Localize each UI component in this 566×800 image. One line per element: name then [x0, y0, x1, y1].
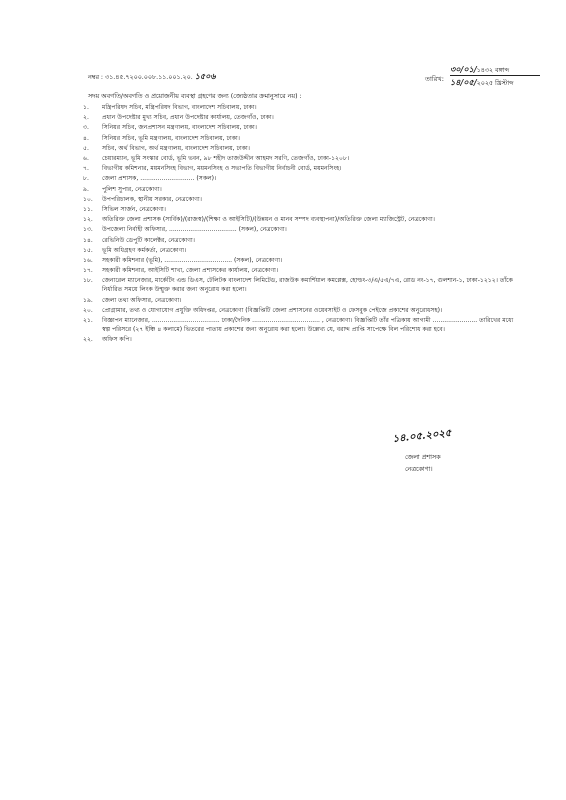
item-text: উপপরিচালক, স্থানীয় সরকার, নেত্রকোণা। — [102, 195, 202, 203]
item-number: ১৮. — [83, 277, 93, 285]
list-item — [83, 307, 523, 316]
item-number: ৩. — [83, 124, 89, 132]
distribution-intro: সদয় অবগতি/অবগতি ও প্রয়োজনীয় ব্যবস্থা গ্রহণের জন্য (জ্যেষ্ঠতার ক্রমানুসারে নয়) : — [88, 93, 302, 100]
signatory-designation: জেলা প্রশাসক — [405, 454, 441, 461]
item-text: পুলিশ সুপার, নেত্রকোণা। — [102, 185, 162, 193]
item-number: ৭. — [83, 165, 89, 173]
date-divider — [450, 75, 540, 76]
item-text: বিভাগীয় কমিশনার, ময়মনসিংহ বিভাগ, ময়মনসিংহ ও সভাপতি বিভাগীয় নির্বাচনী বোর্ড, ময়মনসিংহ। — [102, 165, 342, 173]
item-number: ১২. — [83, 216, 93, 224]
item-text: চেয়ারম্যান, ভূমি সংস্কার বোর্ড, ভূমি ভবন, ৯৮ শহীদ তাজউদ্দীন আহমদ সরণি, তেজগাঁও, ঢাকা-১২০৮। — [102, 155, 350, 163]
item-text: মন্ত্রিপরিষদ সচিব, মন্ত্রিপরিষদ বিভাগ, বাংলাদেশ সচিবালয়, ঢাকা। — [102, 104, 257, 111]
memo-handwritten-number: ১৫০৬ — [194, 72, 216, 81]
item-text: সহকারী কমিশনার, আইসিটি শাখা, জেলা প্রশাসকের কার্যালয়, নেত্রকোণা। — [102, 267, 279, 275]
list-item — [83, 297, 523, 306]
list-item — [83, 237, 523, 246]
signature-block — [392, 427, 503, 476]
item-text: সিভিল সার্জন, নেত্রকোণা। — [102, 206, 166, 214]
list-item — [83, 277, 523, 295]
item-text: জেনারেল ম্যানেজার, মার্কেটিং এন্ড ডিএস, টেলিটক বাংলাদেশ লিমিটেড, রাজউক কমার্শিয়াল কমপ্লেক্স, হোল্ডং-৩/এ/৫এ/৭এ, রোড নং-১৭, গুলশান-১, ঢাকা-১২১২। তাঁকে নির্ধারিত সময়ে লিংক উন্মুক্ত করার জন্য অনুরোধ করা হলো। — [102, 277, 513, 294]
item-text: প্রোগ্রামার, তথ্য ও যোগাযোগ প্রযুক্তি অধিদপ্তর, নেত্রকোণা (বিজ্ঞপ্তিটি জেলা প্রশাসনের ওয়েবসাইট ও ফেসবুক পেইজে প্রকাশের অনুরোধসহ)। — [102, 306, 443, 314]
handwritten-signature: ১৪.০৫.২০২৫ — [392, 427, 452, 445]
item-text: বিজ্ঞাপন ম্যানেজার, ................................... ঢাকা/দৈনিক ................................... , নেত্রকোণা। বিজ্ঞপ্তিটি তাঁর পত্রিকায় আগামী ....................... তারিখের মধ্যে স্বল্প পরিসরে (২৭ ইঞ্চি ৪ কলামে) ভিতরের পাতায় প্রকাশের জন্য অনুরোধ করা হলো। উল্লেখ্য যে, বরাদ্দ প্রাপ্তি সাপেক্ষে বিল পরিশোধ করা হবে। — [102, 316, 514, 333]
item-number: ৮. — [83, 175, 89, 183]
list-item — [83, 206, 523, 215]
item-text: সহকারী কমিশনার (ভূমি), ................................... (সকল), নেত্রকোণা। — [102, 257, 283, 265]
list-item — [83, 124, 523, 133]
list-item — [83, 135, 523, 144]
list-item — [83, 216, 523, 225]
english-date — [450, 77, 545, 87]
list-item — [83, 114, 523, 123]
item-text: জেলা তথ্য অফিসার, নেত্রকোণা। — [102, 296, 182, 304]
item-number: ১৯. — [83, 296, 93, 304]
item-number: ১০. — [83, 195, 93, 203]
bangla-date-handwritten: ৩০/০১/ — [450, 64, 477, 74]
list-item — [83, 267, 523, 276]
item-number: ৯. — [83, 185, 89, 193]
item-number: ৫. — [83, 144, 89, 152]
item-number: ২১. — [83, 316, 93, 324]
english-date-year: ২০২৫ খ্রিস্টাব্দ — [476, 80, 514, 87]
bangla-date-year: ১৪৩২ বঙ্গাব্দ — [476, 67, 509, 74]
item-text: সচিব, অর্থ বিভাগ, অর্থ মন্ত্রণালয়, বাংলাদেশ সচিবালয়, ঢাকা। — [102, 144, 250, 152]
item-text: রেভিনিউ ডেপুটি কালেক্টর, নেত্রকোণা। — [102, 236, 195, 244]
item-text: জেলা প্রশাসক, ............................ (সকল)। — [102, 175, 217, 183]
bangla-date — [450, 64, 545, 74]
item-text: সিনিয়র সচিব, ভূমি মন্ত্রণালয়, বাংলাদেশ সচিবালয়, ঢাকা। — [102, 134, 240, 142]
item-text: অফিস কপি। — [102, 336, 132, 344]
item-text: সিনিয়র সচিব, জনপ্রশাসন মন্ত্রণালয়, বাংলাদেশ সচিবালয়, ঢাকা। — [102, 124, 257, 132]
item-number: ১৩. — [83, 226, 93, 234]
memo-number — [88, 71, 216, 84]
list-item — [83, 186, 523, 195]
list-item — [83, 257, 523, 266]
list-item — [83, 165, 523, 174]
list-item — [83, 336, 523, 345]
item-number: ২. — [83, 114, 89, 122]
item-number: ১৪. — [83, 236, 93, 244]
memo-number-label: নম্বর : ৩১.৪৫.৭২০০.০০৮.১১.০০১.২০. — [88, 74, 193, 81]
item-number: ১৬. — [83, 257, 93, 265]
list-item — [83, 196, 523, 205]
item-text: ভূমি অধিগ্রহণ কর্মকর্তা, নেত্রকোণা। — [102, 246, 187, 254]
list-item — [83, 175, 523, 184]
item-number: ৪. — [83, 134, 89, 142]
item-number: ১. — [83, 104, 89, 111]
recipient-list — [83, 104, 523, 346]
date-block — [450, 64, 545, 87]
list-item — [83, 226, 523, 235]
item-number: ২২. — [83, 336, 93, 344]
item-number: ১৫. — [83, 246, 93, 254]
item-text: উপজেলা নির্বাহী অফিসার, ................................... (সকল), নেত্রকোণা। — [102, 226, 287, 234]
item-number: ১৭. — [83, 267, 93, 275]
item-number: ১১. — [83, 206, 93, 214]
english-date-handwritten: ১৪/০৫/ — [450, 77, 477, 87]
item-number: ২০. — [83, 306, 93, 314]
list-item — [83, 155, 523, 164]
item-number: ৬. — [83, 155, 89, 163]
date-label: তারিখ: — [425, 75, 444, 83]
list-item — [83, 247, 523, 256]
item-text: অতিরিক্ত জেলা প্রশাসক (সার্বিক)/(রাজস্ব)/(শিক্ষা ও আইসিটি)/(উন্নয়ন ও মানব সম্পদ ব্যবস্থাপনা)/অতিরিক্ত জেলা ম্যাজিস্ট্রেট, নেত্রকোণা। — [102, 216, 435, 224]
list-item — [83, 104, 523, 113]
item-text: প্রধান উপদেষ্টার মুখ্য সচিব, প্রধান উপদেষ্টার কার্যালয়, তেজগাঁও, ঢাকা। — [102, 114, 274, 122]
list-item — [83, 317, 523, 335]
list-item — [83, 145, 523, 154]
signatory-location: নেত্রকোণা। — [405, 466, 433, 473]
